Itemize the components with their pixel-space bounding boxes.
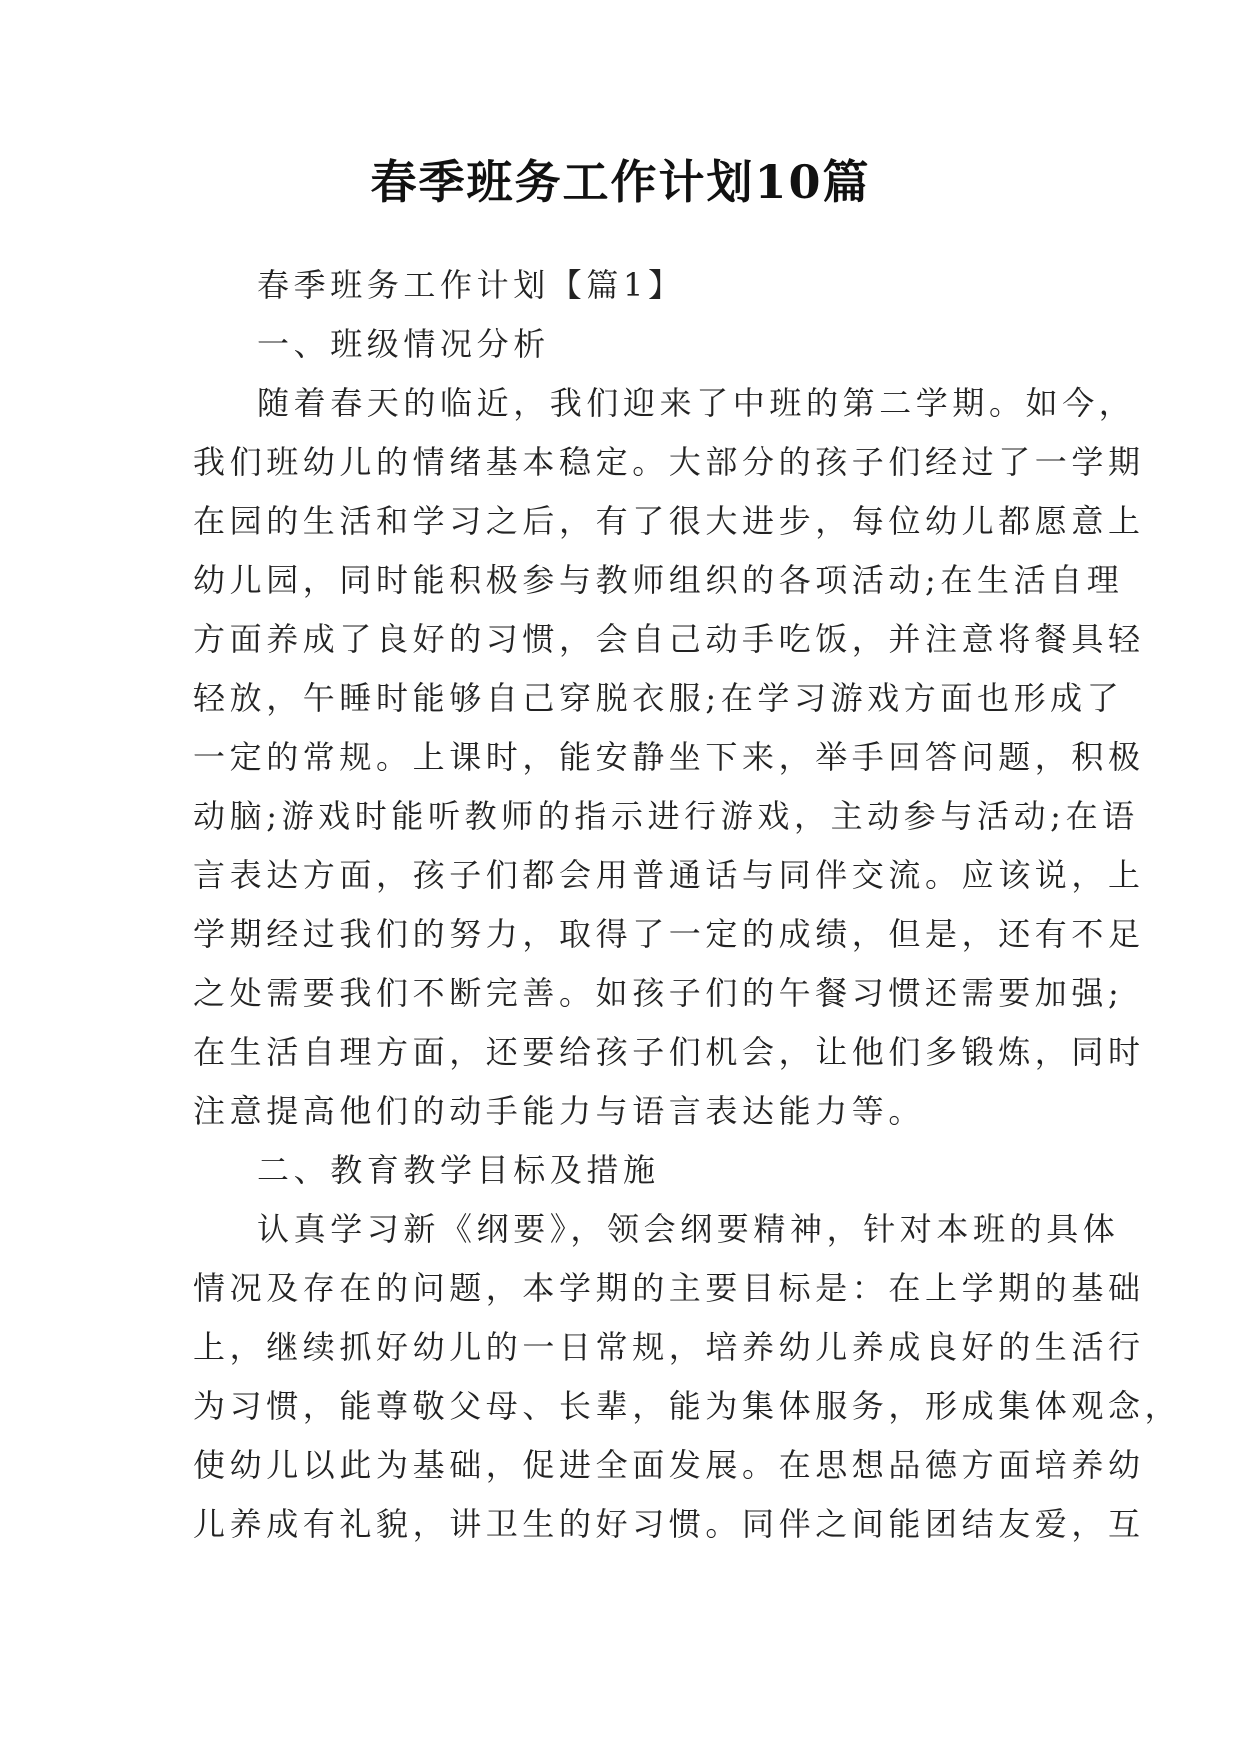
heading-class-analysis: 一、班级情况分析 — [257, 325, 550, 363]
paragraph-line: 认真学习新《纲要》，领会纲要精神，针对本班的具体 — [257, 1210, 1120, 1248]
paragraph-line: 使幼儿以此为基础，促进全面发展。在思想品德方面培养幼 — [193, 1446, 1145, 1484]
paragraph-line: 随着春天的临近，我们迎来了中班的第二学期。如今， — [257, 384, 1136, 422]
paragraph-line: 注意提高他们的动手能力与语言表达能力等。 — [193, 1092, 926, 1130]
paragraph-line: 为习惯，能尊敬父母、长辈，能为集体服务，形成集体观念， — [193, 1387, 1182, 1425]
heading-goals-measures: 二、教育教学目标及措施 — [257, 1151, 660, 1189]
document-body — [193, 256, 1182, 1554]
paragraph-line: 在园的生活和学习之后，有了很大进步，每位幼儿都愿意上 — [193, 502, 1145, 540]
paragraph-line: 情况及存在的问题，本学期的主要目标是：在上学期的基础 — [193, 1269, 1145, 1307]
paragraph-line: 上，继续抓好幼儿的一日常规，培养幼儿养成良好的生活行 — [193, 1328, 1145, 1366]
paragraph-line: 一定的常规。上课时，能安静坐下来，举手回答问题，积极 — [193, 738, 1145, 776]
paragraph-line: 动脑;游戏时能听教师的指示进行游戏，主动参与活动;在语 — [193, 797, 1139, 835]
paragraph-line: 我们班幼儿的情绪基本稳定。大部分的孩子们经过了一学期 — [193, 443, 1145, 481]
section-heading: 春季班务工作计划【篇1】 — [257, 266, 685, 304]
paragraph-goals-measures — [193, 1200, 1182, 1554]
paragraph-line: 方面养成了良好的习惯，会自己动手吃饭，并注意将餐具轻 — [193, 620, 1145, 658]
paragraph-line: 儿养成有礼貌，讲卫生的好习惯。同伴之间能团结友爱，互 — [193, 1505, 1145, 1543]
document-title: 春季班务工作计划10篇 — [370, 155, 871, 209]
paragraph-line: 言表达方面，孩子们都会用普通话与同伴交流。应该说，上 — [193, 856, 1145, 894]
paragraph-line: 学期经过我们的努力，取得了一定的成绩，但是，还有不足 — [193, 915, 1145, 953]
paragraph-class-analysis — [193, 374, 1145, 1141]
paragraph-line: 幼儿园，同时能积极参与教师组织的各项活动;在生活自理 — [193, 561, 1124, 599]
paragraph-line: 轻放，午睡时能够自己穿脱衣服;在学习游戏方面也形成了 — [193, 679, 1124, 717]
paragraph-line: 在生活自理方面，还要给孩子们机会，让他们多锻炼，同时 — [193, 1033, 1145, 1071]
paragraph-line: 之处需要我们不断完善。如孩子们的午餐习惯还需要加强; — [193, 974, 1124, 1012]
